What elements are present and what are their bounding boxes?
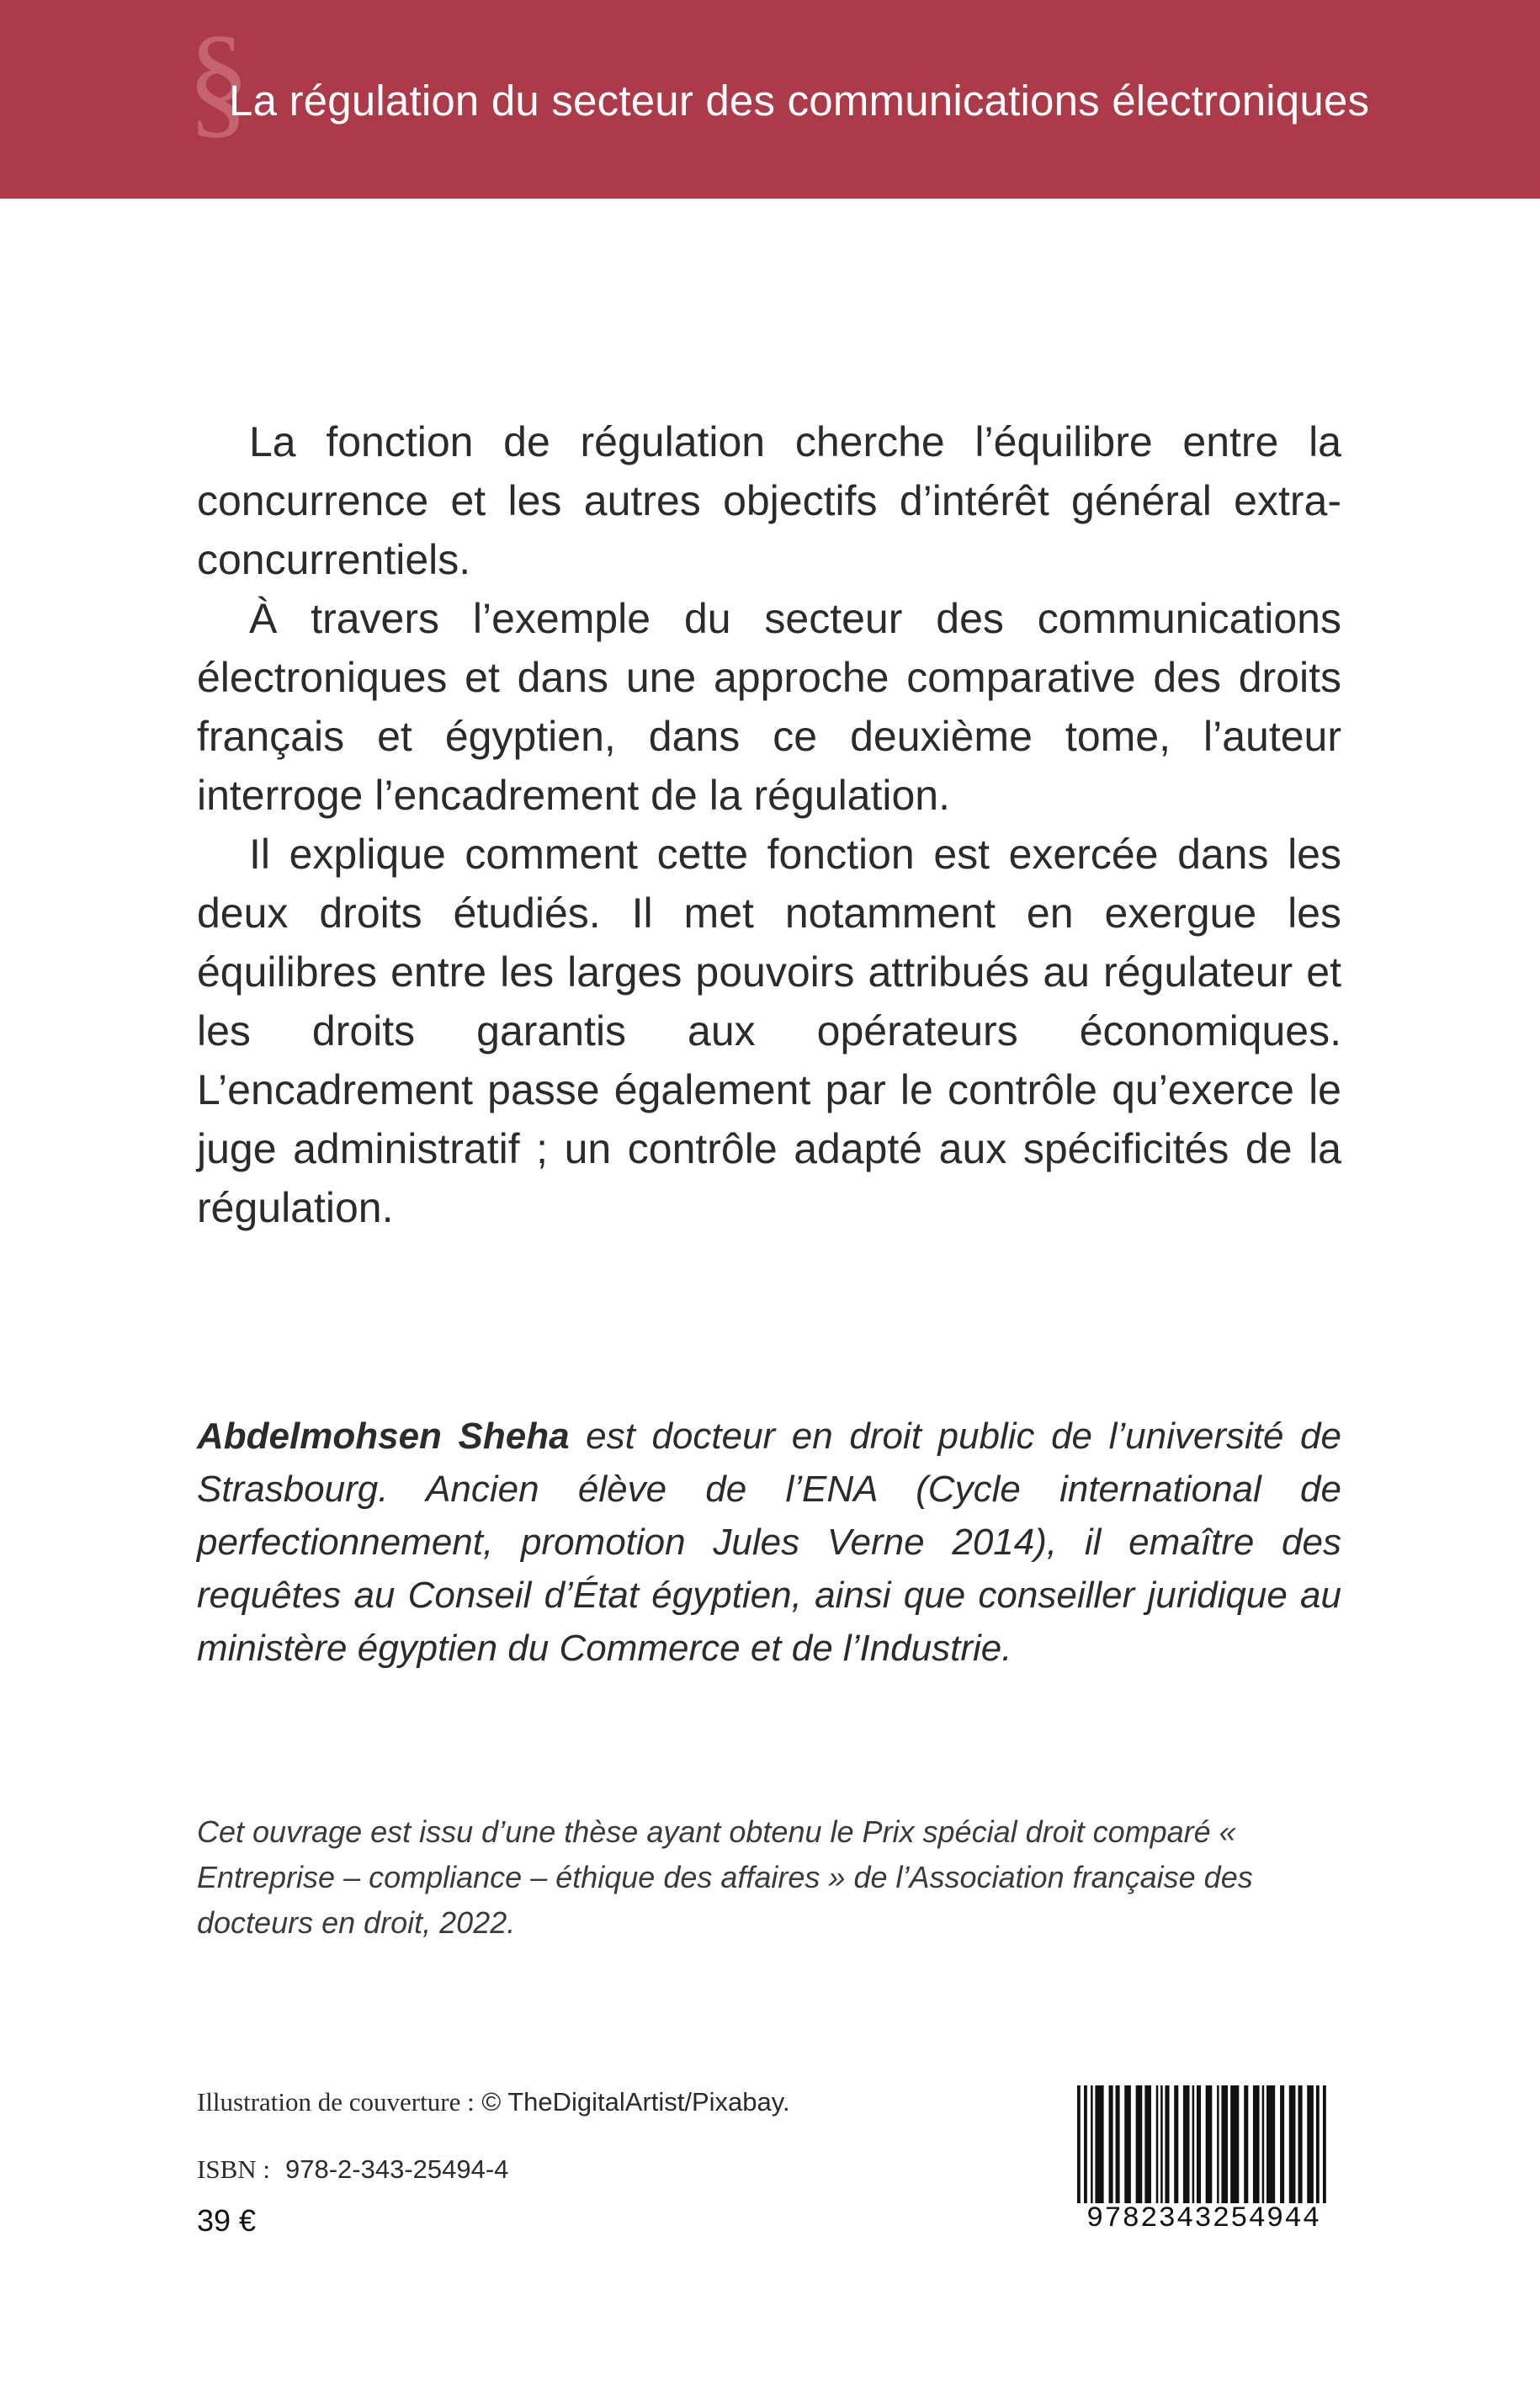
series-title: La régulation du secteur des communications électroniques xyxy=(229,77,1370,125)
isbn-line xyxy=(197,2154,508,2185)
author-bio-text: est docteur en droit public de l’université de Strasbourg. Ancien élève de l’ENA (Cycle international de perfectionnement, promotion Jules Verne 2014), il emaître des requêtes au Conseil d’État égyptien, ainsi que conseiller juridique au ministère égyptien du Commerce et de l’Industrie. xyxy=(197,1416,1342,1669)
barcode-bar xyxy=(1084,2085,1087,2203)
barcode-bar xyxy=(1307,2085,1314,2203)
barcode-bar xyxy=(1174,2085,1178,2203)
isbn-value: 978-2-343-25494-4 xyxy=(285,2154,509,2184)
barcode-bar xyxy=(1144,2085,1151,2203)
credit-value: © TheDigitalArtist/Pixabay. xyxy=(474,2087,790,2117)
back-cover-blurb xyxy=(197,412,1341,1237)
barcode-bar xyxy=(1160,2085,1163,2203)
barcode-bar xyxy=(1116,2085,1120,2203)
barcode-bar xyxy=(1267,2085,1275,2203)
barcode-bar xyxy=(1244,2085,1248,2203)
barcode-bar xyxy=(1077,2085,1081,2203)
price: 39 € xyxy=(197,2203,257,2238)
barcode-bar xyxy=(1316,2085,1320,2203)
barcode-bar xyxy=(1192,2085,1195,2203)
author-name: Abdelmohsen Sheha xyxy=(197,1416,570,1457)
barcode-bar xyxy=(1323,2085,1326,2203)
barcode-bar xyxy=(1091,2085,1093,2203)
prize-note: Cet ouvrage est issu d’une thèse ayant obtenu le Prix spécial droit comparé « Entreprise – compliance – éthique des affaires » de l’Association française des docteurs en droit, 2022. xyxy=(197,1814,1253,1940)
author-bio xyxy=(197,1410,1341,1675)
barcode-bar xyxy=(1183,2085,1190,2203)
barcode-bar xyxy=(1289,2085,1296,2203)
blurb-paragraph: À travers l’exemple du secteur des communications électroniques et dans une approche comparative des droits français et égyptien, dans ce deuxième tome, l’auteur interroge l’encadrement de la régulation. xyxy=(197,595,1341,819)
barcode-bar xyxy=(1262,2085,1265,2203)
barcode-bar xyxy=(1221,2085,1228,2203)
barcode-digits: 9782343254944 xyxy=(1086,2203,1321,2235)
cover-credit xyxy=(197,2087,790,2117)
barcode-bars xyxy=(1069,2085,1338,2203)
barcode-bar xyxy=(1206,2085,1213,2203)
barcode-bar xyxy=(1165,2085,1169,2203)
credit-label: Illustration de couverture : xyxy=(197,2087,475,2117)
barcode-bar xyxy=(1298,2085,1303,2203)
barcode-bar xyxy=(1253,2085,1260,2203)
blurb-paragraph: Il explique comment cette fonction est exercée dans les deux droits étudiés. Il met notamment en exergue les équilibres entre les larges pouvoirs attribués au régulateur et les droits garantis aux opérateurs économiques. L’encadrement passe également par le contrôle qu’exerce le juge administratif ; un contrôle adapté aux spécificités de la régulation. xyxy=(197,831,1341,1231)
isbn-label: ISBN : xyxy=(197,2154,270,2184)
barcode-bar xyxy=(1109,2085,1113,2203)
barcode-bar xyxy=(1217,2085,1219,2203)
barcode-bar xyxy=(1197,2085,1201,2203)
barcode-bar xyxy=(1156,2085,1159,2203)
blurb-paragraph: La fonction de régulation cherche l’équilibre entre la concurrence et les autres objectifs d’intérêt général extra-concurrentiels. xyxy=(197,418,1341,583)
barcode-bar xyxy=(1230,2085,1239,2203)
barcode-bar xyxy=(1280,2085,1284,2203)
barcode-bar xyxy=(1136,2085,1143,2203)
section-symbol-icon: § xyxy=(187,10,250,150)
barcode-bar xyxy=(1095,2085,1103,2203)
barcode-bar xyxy=(1124,2085,1131,2203)
